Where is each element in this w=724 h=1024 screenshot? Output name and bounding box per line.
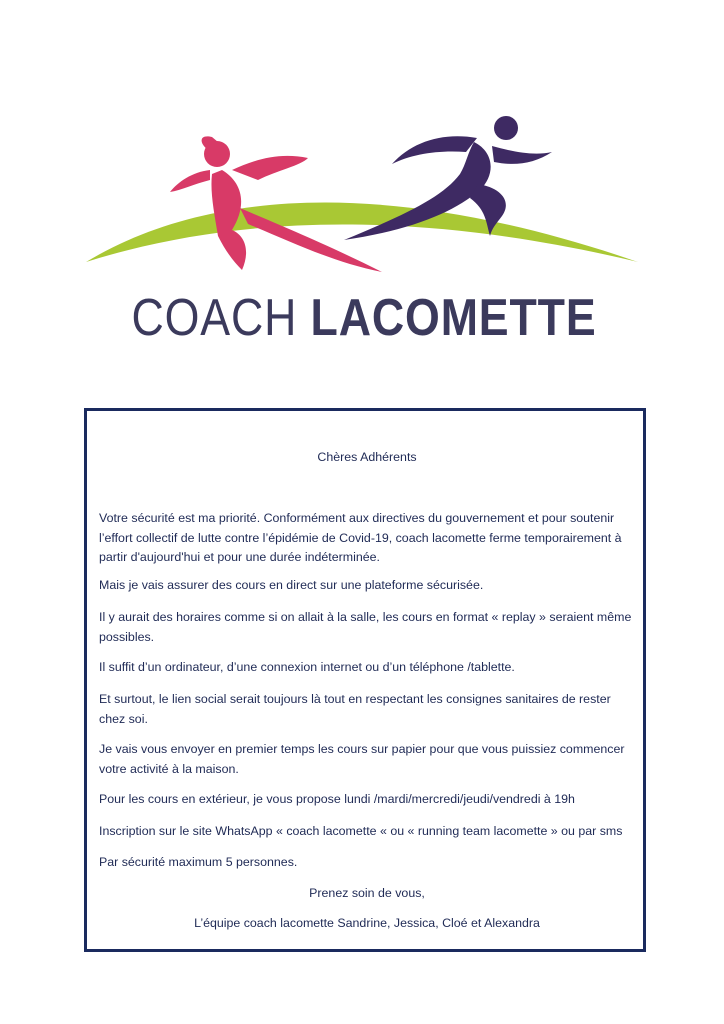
signature: L’équipe coach lacomette Sandrine, Jessica, Cloé et Alexandra <box>194 916 540 930</box>
brand-word-coach: COACH <box>131 289 298 347</box>
closing: Prenez soin de vous, <box>309 886 425 900</box>
green-swoosh <box>86 203 638 262</box>
paragraph-2: Mais je vais assurer des cours en direct sur une plateforme sécurisée. <box>99 578 484 592</box>
paragraph-7: Pour les cours en extérieur, je vous propose lundi /mardi/mercredi/jeudi/vendredi à 19h <box>99 792 575 806</box>
paragraph-4: Il suffit d’un ordinateur, d’une connexion internet ou d’un téléphone /tablette. <box>99 660 515 674</box>
brand-name <box>123 280 605 356</box>
paragraph-9: Par sécurité maximum 5 personnes. <box>99 855 298 869</box>
paragraph-6: Je vais vous envoyer en premier temps les cours sur papier pour que vous puissiez commencer votre activité à la maison. <box>99 742 625 776</box>
runners-logo-graphic <box>82 112 642 282</box>
paragraph-8: Inscription sur le site WhatsApp « coach lacomette « ou « running team lacomette » ou par sms <box>99 824 623 838</box>
paragraph-5: Et surtout, le lien social serait toujours là tout en respectant les consignes sanitaires de rester chez soi. <box>99 692 611 726</box>
greeting: Chères Adhérents <box>317 450 417 464</box>
brand-word-lacomette: LACOMETTE <box>310 289 597 347</box>
paragraph-3: Il y aurait des horaires comme si on allait à la salle, les cours en format « replay » seraient même possibles. <box>99 610 632 644</box>
paragraph-1: Votre sécurité est ma priorité. Conformément aux directives du gouvernement et pour soutenir l’effort collectif de lutte contre l’épidémie de Covid-19, coach lacomette ferme temporairement à partir d'aujourd'hui et pour une durée indéterminée. <box>99 511 622 564</box>
letter-frame <box>84 408 646 952</box>
